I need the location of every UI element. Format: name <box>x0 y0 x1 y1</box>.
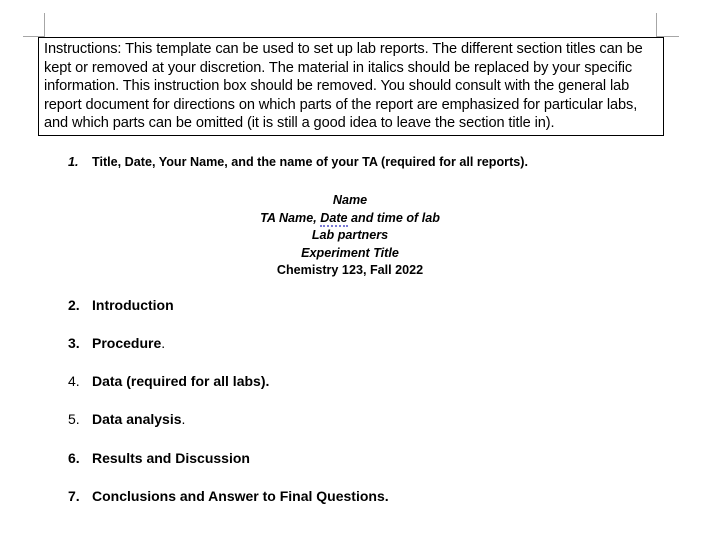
ta-time-suffix: and time of lab <box>347 210 440 225</box>
section-label: Results and Discussion <box>92 450 250 466</box>
section-2-introduction[interactable] <box>68 297 174 313</box>
section-label: Introduction <box>92 297 174 313</box>
crop-mark-top-right-vertical <box>656 13 657 37</box>
student-name: Name <box>332 193 368 207</box>
ta-date-line <box>200 210 500 228</box>
section-label: Title, Date, Your Name, and the name of your TA (required for all reports). <box>92 155 528 169</box>
section-5-data-analysis[interactable] <box>68 411 185 427</box>
section-number: 2. <box>68 297 80 313</box>
section-number: 6. <box>68 450 80 466</box>
section-label-tail: . <box>161 335 166 351</box>
section-number: 7. <box>68 488 80 504</box>
section-label: Data (required for all labs). <box>92 373 270 389</box>
ta-name-prefix: TA Name, <box>260 210 321 225</box>
section-label: Data analysis <box>92 411 182 427</box>
date-word-spellcheck[interactable]: Date <box>320 210 348 225</box>
section-7-conclusions[interactable] <box>68 488 389 504</box>
section-label: Conclusions and Answer to Final Questions. <box>92 488 389 504</box>
section-label-tail: . <box>181 411 186 427</box>
title-block[interactable] <box>200 192 500 280</box>
section-number: 1. <box>68 155 79 169</box>
section-number: 4. <box>68 373 80 389</box>
section-3-procedure[interactable] <box>68 335 165 351</box>
section-number: 3. <box>68 335 80 351</box>
crop-mark-top-left-vertical <box>44 13 45 37</box>
section-1-title-date[interactable] <box>68 155 528 169</box>
section-label: Procedure <box>92 335 162 351</box>
course-line: Chemistry 123, Fall 2022 <box>276 263 424 277</box>
experiment-title: Experiment Title <box>301 245 399 260</box>
section-4-data[interactable] <box>68 373 269 389</box>
section-number: 5. <box>68 411 80 427</box>
section-6-results-discussion[interactable] <box>68 450 250 466</box>
instructions-box[interactable]: Instructions: This template can be used to set up lab reports. The different section titles can be kept or removed at your discretion. The material in italics should be replaced by your specific information. This instruction box should be removed. You should consult with the general lab report document for directions on which parts of the report are emphasized for particular labs, and which parts can be omitted (it is still a good idea to leave the section title in). <box>38 37 664 136</box>
lab-partners: Lab partners <box>311 228 389 242</box>
